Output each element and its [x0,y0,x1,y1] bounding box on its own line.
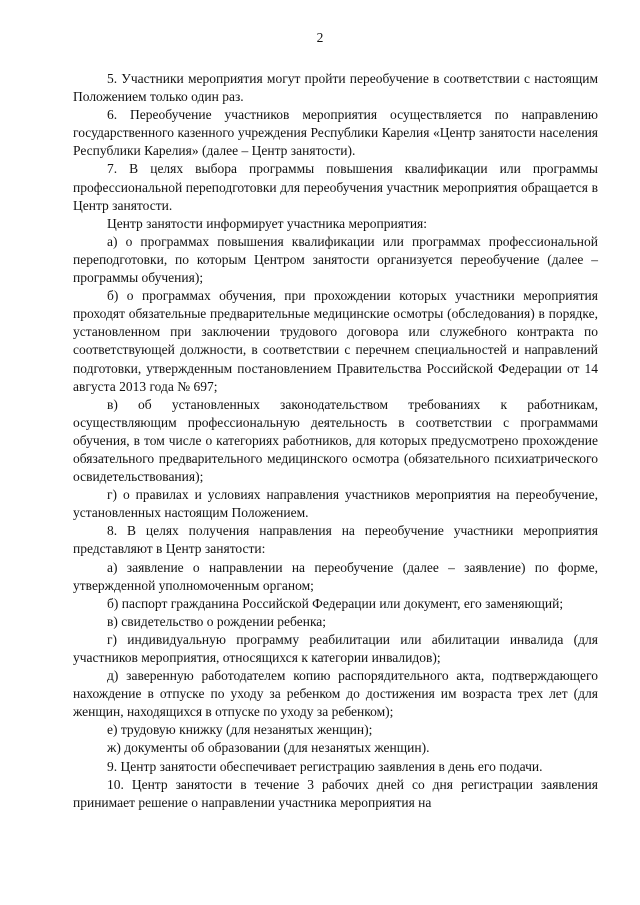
paragraph-doc-v: в) свидетельство о рождении ребенка; [107,613,327,629]
paragraph-8: 8. В целях получения направления на переобучение участники мероприятия представляют в Центр занятости: [73,523,598,557]
paragraph-7: 7. В целях выбора программы повышения квалификации или программы профессиональной переподготовки для переобучения участник мероприятия обращается в Центр занятости. [73,161,598,213]
paragraph-9: 9. Центр занятости обеспечивает регистрацию заявления в день его подачи. [107,758,543,774]
paragraph-inform-v: в) об установленных законодательством требованиях к работникам, осуществляющим профессиональную деятельность в соответствии с программами обучения, в том числе о категориях работников, для которых предусмотрено прохождение обязательного предварительного медицинского осмотра (обязательного психиатрического освидетельствования); [73,396,598,485]
paragraph-5: 5. Участники мероприятия могут пройти переобучение в соответствии с настоящим Положением только один раз. [73,71,598,105]
paragraph-doc-g: г) индивидуальную программу реабилитации или абилитации инвалида (для участников мероприятия, относящихся к категории инвалидов); [73,631,598,665]
document-body [73,70,598,812]
paragraph-inform-g: г) о правилах и условиях направления участников мероприятия на переобучение, установленных настоящим Положением. [73,487,598,521]
paragraph-doc-zh: ж) документы об образовании (для незанятых женщин). [107,740,430,756]
page-number: 2 [316,30,324,45]
paragraph-doc-a: а) заявление о направлении на переобучение (далее – заявление) по форме, утвержденной уполномоченным органом; [73,559,598,593]
paragraph-10: 10. Центр занятости в течение 3 рабочих дней со дня регистрации заявления принимает решение о направлении участника мероприятия на [73,776,598,810]
paragraph-inform-b: б) о программах обучения, при прохождении которых участники мероприятия проходят обязательные предварительные медицинские осмотры (обследования) в порядке, установленном при заключении трудового договора или служебного контракта по соответствующей должности, в соответствии с перечнем специальностей и направлений подготовки, утвержденным постановлением Правительства Российской Федерации от 14 августа 2013 года № 697; [73,288,598,394]
paragraph-inform-a: а) о программах повышения квалификации или программах профессиональной переподготовки, по которым Центром занятости организуется переобучение (далее – программы обучения); [73,233,598,286]
paragraph-doc-e: е) трудовую книжку (для незанятых женщин); [107,722,373,738]
paragraph-doc-d: д) заверенную работодателем копию распорядительного акта, подтверждающего нахождение в отпуске по уходу за ребенком до достижения им возраста трех лет (для женщин, находящихся в отпуске по уходу за ребенком); [73,668,598,720]
paragraph-6: 6. Переобучение участников мероприятия осуществляется по направлению государственного казенного учреждения Республики Карелия «Центр занятости населения Республики Карелия» (далее – Центр занятости). [73,107,598,159]
paragraph-inform-intro: Центр занятости информирует участника мероприятия: [107,215,428,231]
paragraph-doc-b: б) паспорт гражданина Российской Федерации или документ, его заменяющий; [107,595,564,611]
